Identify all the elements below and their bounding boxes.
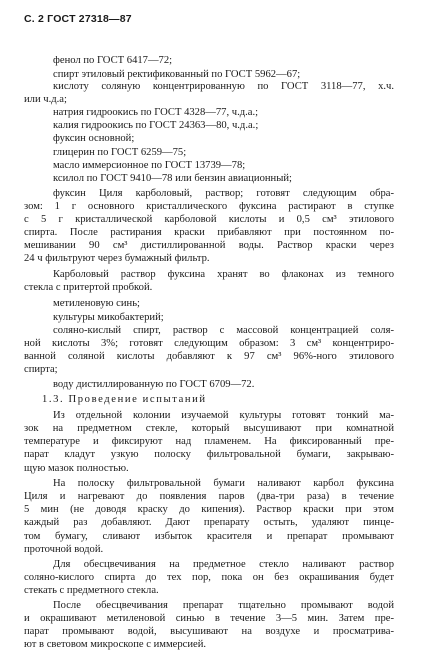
text-line: Карболовый раствор фуксина хранят во флаконах из темного xyxy=(53,269,394,281)
text-line: стекла с притертой пробкой. xyxy=(24,282,153,294)
text-line: фуксин основной; xyxy=(53,133,135,145)
text-line: щую мазок полностью. xyxy=(24,462,129,474)
text-line: метиленовую синь; xyxy=(53,298,140,310)
text-line: натрия гидроокись по ГОСТ 4328—77, ч.д.а.; xyxy=(53,106,259,118)
text-line: с 5 г кристаллической карболовой кислоты и 0,5 см³ этилового xyxy=(24,214,394,226)
text-line: На полоску фильтровальной бумаги наливают карбол фуксина xyxy=(53,477,394,489)
text-line: ксилол по ГОСТ 9410—78 или бензин авиационный; xyxy=(53,172,292,184)
text-line: ной кислоты 3%; готовят следующим образом: 3 см³ концентриро- xyxy=(24,338,394,350)
text-line: Для обесцвечивания на предметное стекло наливают раствор xyxy=(53,558,394,570)
page-header: С. 2 ГОСТ 27318—87 xyxy=(24,13,132,25)
text-line: стекать с предметного стекла. xyxy=(24,585,159,597)
text-line: температуре и фиксируют над пламенем. На фиксированный пре- xyxy=(24,436,394,448)
text-line: ванной соляной кислоты добавляют к 97 см³ 96%-ного этилового xyxy=(24,351,394,363)
text-line: Из отдельной колонии изучаемой культуры готовят тонкий ма- xyxy=(53,409,394,421)
text-line: спирта. После растирания краски прибавляют при постоянном по- xyxy=(24,226,394,238)
text-line: и окрашивают метиленовой синью в течение 3—5 мин. Затем пре- xyxy=(24,612,394,624)
text-line: 1.3. Проведение испытаний xyxy=(42,393,207,405)
text-line: культуры микобактерий; xyxy=(53,311,164,323)
text-line: После обесцвечивания препарат тщательно промывают водой xyxy=(53,600,394,612)
text-line: парат промывают водой, высушивают на воздухе и просматрива- xyxy=(24,625,394,637)
text-line: глицерин по ГОСТ 6259—75; xyxy=(53,146,187,158)
text-line: спирта; xyxy=(24,363,58,375)
text-line: ют в световом микроскопе с иммерсией. xyxy=(24,639,207,650)
text-line: или ч.д.а; xyxy=(24,93,67,105)
text-line: фуксин Циля карболовый, раствор; готовят следующим обра- xyxy=(53,188,394,200)
text-line: калия гидроокись по ГОСТ 24363—80, ч.д.а.; xyxy=(53,120,259,132)
text-line: проточной водой. xyxy=(24,543,104,555)
text-line: зок на предметном стекле, который высушивают при комнатной xyxy=(24,422,394,434)
text-line: солянo-кислого спирта до тех пор, пока он без окрашивания будет xyxy=(24,572,394,583)
text-line: Циля и нагревают до появления паров (два-три раза) в течение xyxy=(24,490,394,502)
text-line: соляно-кислый спирт, раствор с массовой концентрацией соля- xyxy=(53,324,394,336)
text-line: зом: 1 г основного кристаллического фуксина растирают в ступке xyxy=(24,201,394,213)
text-line: том бумагу, сливают избыток красителя и препарат промывают xyxy=(24,530,394,542)
text-line: фенол по ГОСТ 6417—72; xyxy=(53,55,173,66)
text-line: масло иммерсионное по ГОСТ 13739—78; xyxy=(53,159,246,171)
text-line: 5 мин (не доводя краску до кипения). Раствор краски при этом xyxy=(24,504,394,516)
text-line: кислоту соляную концентрированную по ГОСТ 3118—77, х.ч. xyxy=(53,81,394,93)
text-line: каждый раз добавляют. Дают препарату остыть, удаляют пинце- xyxy=(24,517,394,529)
text-line: воду дистиллированную по ГОСТ 6709—72. xyxy=(53,378,255,390)
text-line: мешивании 90 см³ дистиллированной воды. Раствор краски через xyxy=(24,239,394,251)
text-line: спирт этиловый ректификованный по ГОСТ 5962—67; xyxy=(53,69,301,81)
text-line: парат кладут узкую полоску фильтровальной бумаги, закрываю- xyxy=(24,449,394,461)
text-line: 24 ч фильтруют через бумажный фильтр. xyxy=(24,253,210,265)
